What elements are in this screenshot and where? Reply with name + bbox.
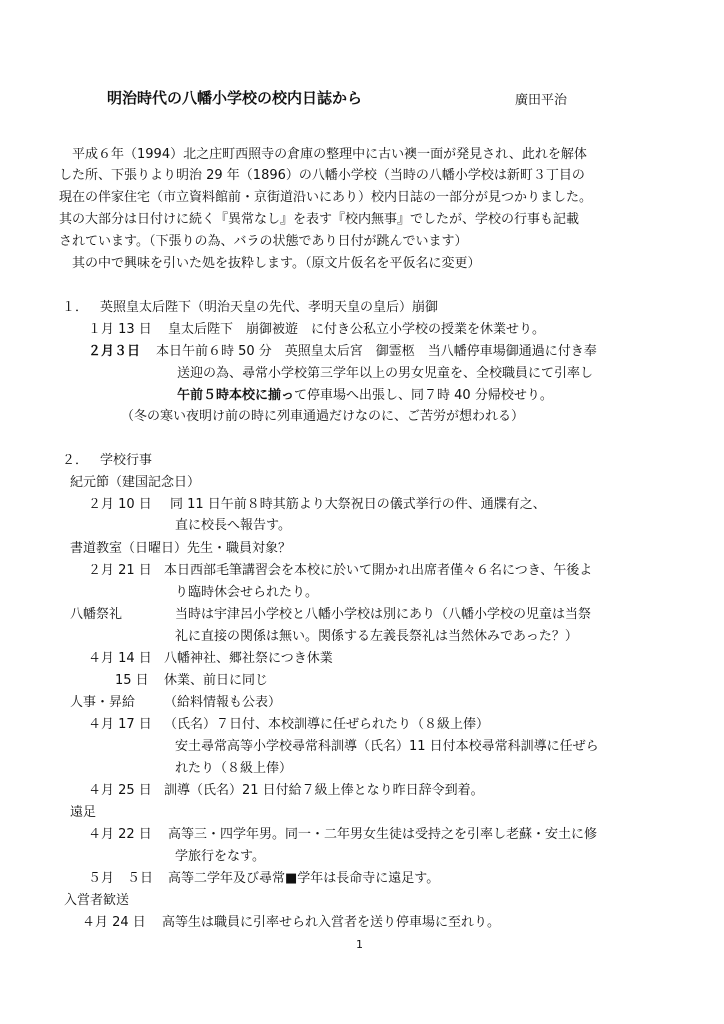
nyuei-text: 高等生は職員に引率せられ入営者を送り停車場に至れり。: [162, 915, 501, 930]
s1-entry-1-text: 皇太后陛下 崩御被遊 に付き公私立小学校の授業を休業せり。: [168, 322, 546, 337]
section-2-number: ２．: [62, 453, 89, 468]
shodo-date: ２月 21 日: [88, 563, 152, 578]
section-1-number: １．: [62, 300, 89, 315]
document-title: 明治時代の八幡小学校の校内日誌から: [107, 89, 363, 107]
matsuri-text-1: 当時は宇津呂小学校と八幡小学校は別にあり（八幡小学校の児童は当祭: [175, 607, 592, 622]
jinji-3-date: ４月 25 日: [88, 783, 152, 798]
s1-entry-2-text-1: 本日午前６時 50 分 英照皇太后宮 御霊柩 当八幡停車場御通過に付き奉: [156, 344, 597, 359]
s1-entry-2-rest: て停車場へ出張し、同７時 40 分帰校せり。: [294, 388, 553, 403]
shodo-heading: 書道教室（日曜日）先生・職員対象？: [70, 541, 292, 556]
jinji-2-text-2: れたり（８級上俸）: [175, 761, 293, 776]
author-name: 廣田平治: [515, 93, 568, 108]
jinji-2-text-1: 安土尋常高等小学校尋常科訓導（氏名）11 日付本校尋常科訓導に任ぜら: [175, 739, 599, 754]
kigensetsu-text-2: 直に校長へ報告す。: [175, 518, 291, 533]
s1-entry-2-text-3: [177, 387, 553, 404]
ensoku-2-date: ５月 ５日: [88, 871, 154, 886]
ensoku-1-text-2: 学旅行をなす。: [175, 849, 265, 864]
ensoku-heading: 遠足: [70, 805, 97, 820]
shodo-text-2: り臨時休会せられたり。: [175, 585, 319, 600]
jinji-1-text: （氏名）７日付、本校訓導に任ぜられたり（８級上俸）: [164, 717, 490, 732]
intro-line-1: 平成６年（1994）北之庄町西照寺の倉庫の整理中に古い襖一面が発見され、此れを解体: [72, 147, 587, 162]
section-2-heading: 学校行事: [100, 453, 153, 468]
matsuri-text-2: 礼に直接の関係は無い。関係する左義長祭礼は当然休みであった？）: [175, 629, 578, 644]
shodo-text-1: 本日西部毛筆講習会を本校に於いて開かれ出席者僅々６名につき、午後よ: [164, 563, 593, 578]
page-number: 1: [356, 938, 363, 951]
matsuri-day-1-date: ４月 14 日: [88, 651, 152, 666]
kigensetsu-text-1: 同 11 日午前８時其筋より大祭祝日の儀式挙行の件、通牒有之、: [170, 497, 546, 512]
ensoku-1-date: ４月 22 日: [88, 827, 152, 842]
intro-line-4: 其の大部分は日付けに続く『異常なし』を表す『校内無事』でしたが、学校の行事も記載: [59, 212, 580, 227]
s1-entry-2-bold: 午前５時本校に揃っ: [177, 388, 295, 403]
kigensetsu-date: ２月 10 日: [88, 497, 152, 512]
jinji-note: （給料情報も公表）: [164, 695, 282, 710]
intro-line-2: した所、下張りより明治 29 年（1896）の八幡小学校（当時の八幡小学校は新町３丁目の: [59, 168, 585, 183]
s1-entry-2-date: ２月３日: [88, 344, 141, 359]
jinji-heading: 人事・昇給: [70, 695, 136, 710]
jinji-1-date: ４月 17 日: [88, 717, 152, 732]
section-1-heading: 英照皇太后陛下（明治天皇の先代、孝明天皇の皇后）崩御: [100, 300, 439, 315]
s1-entry-1-date: １月 13 日: [88, 322, 152, 337]
matsuri-heading: 八幡祭礼: [70, 607, 123, 622]
intro-line-6: 其の中で興味を引いた処を抜粋します。（原文片仮名を平仮名に変更）: [72, 256, 481, 271]
intro-line-5: されています。（下張りの為、バラの状態であり日付が跳んでいます）: [59, 234, 468, 249]
intro-line-3: 現在の伴家住宅（市立資料館前・京街道沿いにあり）校内日誌の一部分が見つかりました。: [59, 190, 593, 205]
matsuri-day-1-text: 八幡神社、郷社祭につき休業: [164, 651, 333, 666]
matsuri-day-2-date: 15 日: [115, 673, 149, 688]
ensoku-1-text-1: 高等三・四学年男。同一・二年男女生徒は受持之を引率し老蘇・安土に修: [168, 827, 598, 842]
ensoku-2-text: 高等二学年及び尋常■学年は長命寺に遠足す。: [168, 871, 440, 886]
kigensetsu-heading: 紀元節（建国記念日）: [70, 475, 201, 490]
nyuei-date: ４月 24 日: [82, 915, 146, 930]
s1-note: （冬の寒い夜明け前の時に列車通過だけなのに、ご苦労が想われる）: [121, 409, 525, 424]
matsuri-day-2-text: 休業、前日に同じ: [164, 673, 269, 688]
jinji-3-text: 訓導（氏名）21 日付給７級上俸となり昨日辞令到着。: [164, 783, 484, 798]
s1-entry-2-text-2: 送迎の為、尋常小学校第三学年以上の男女児童を、全校職員にて引率し: [177, 366, 594, 381]
nyuei-heading: 入営者歓送: [64, 893, 130, 908]
